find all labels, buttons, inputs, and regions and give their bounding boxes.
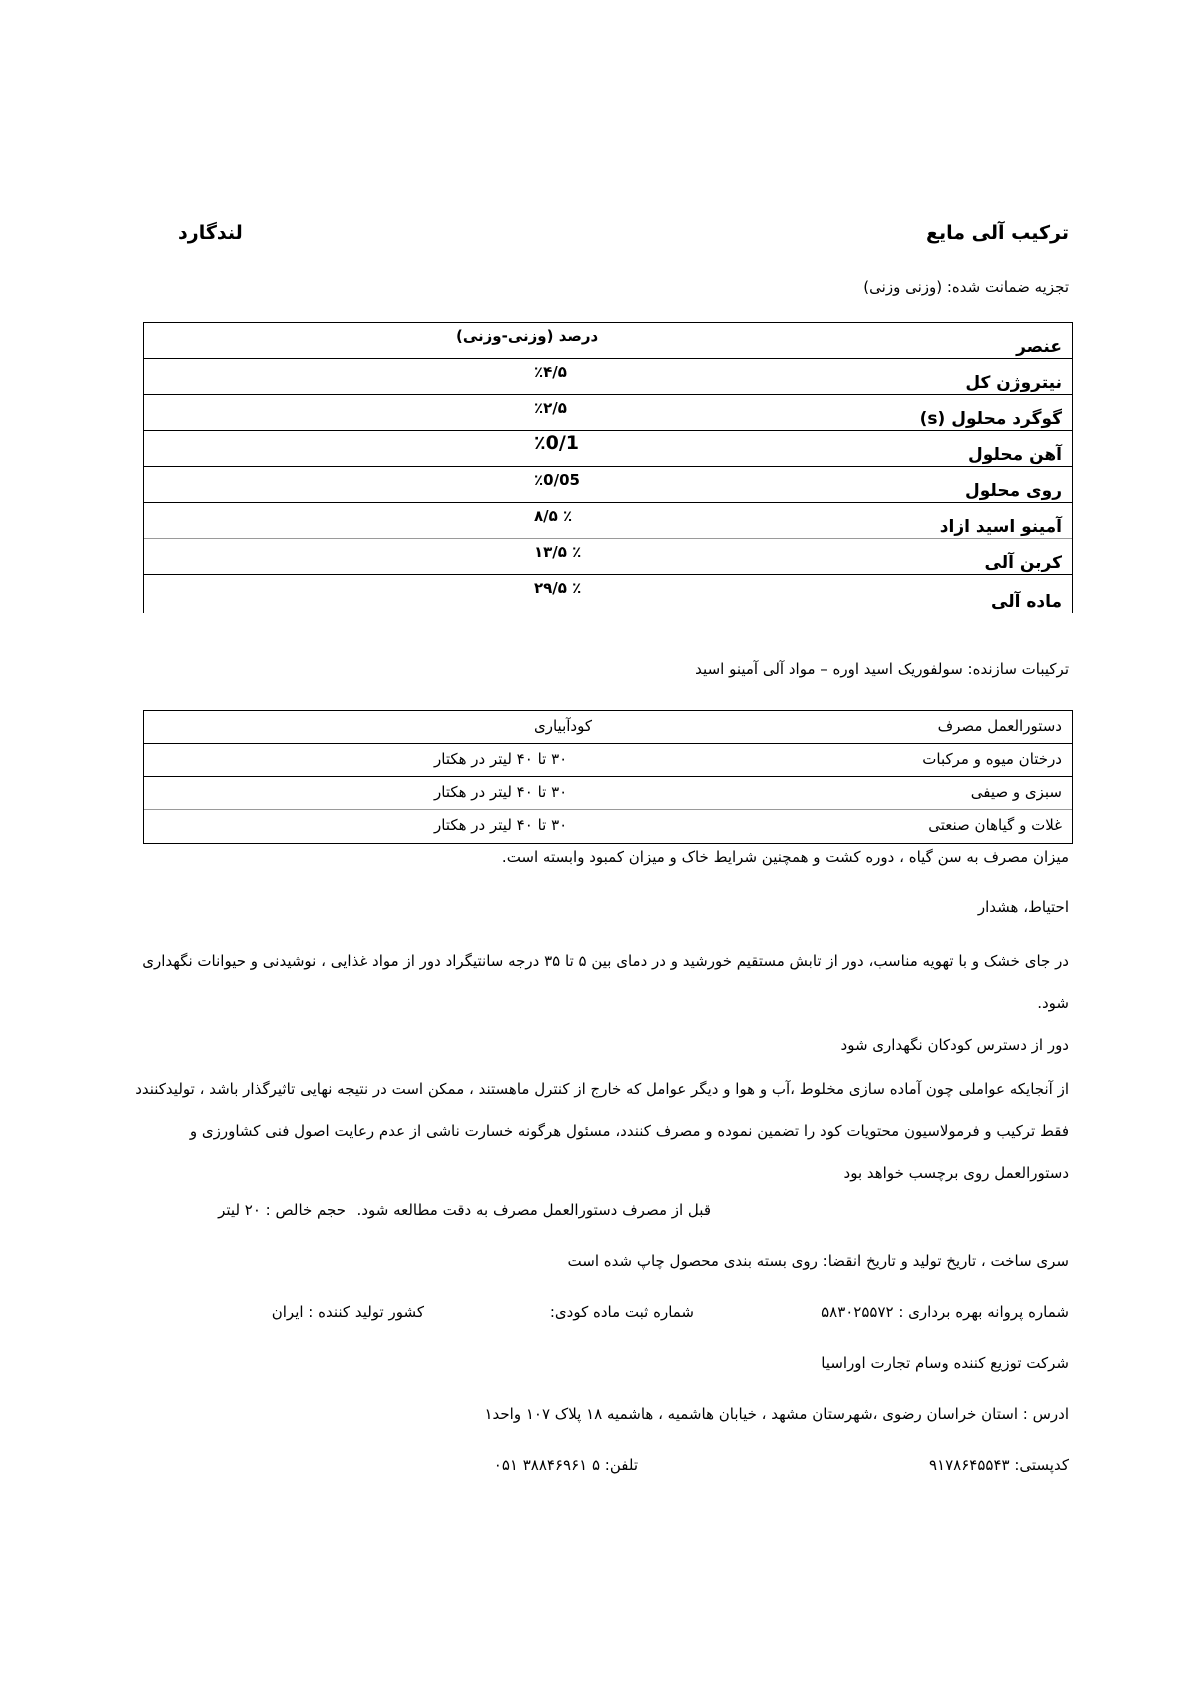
country-of-origin: کشور تولید کننده : ایران	[271, 1303, 424, 1321]
table-row	[144, 395, 1072, 431]
table-row	[144, 539, 1072, 575]
dose-value: ۳۰ تا ۴۰ لیتر در هکتار	[434, 816, 568, 834]
header-instructions: دستورالعمل مصرف	[937, 717, 1062, 735]
element-label: آمینو اسید ازاد	[939, 517, 1062, 537]
read-before-use: قبل از مصرف دستورالعمل مصرف به دقت مطالعه شود.	[356, 1201, 711, 1219]
element-value: ٪0/05	[534, 471, 580, 489]
analysis-subtitle: تجزیه ضمانت شده: (وزنی وزنی)	[863, 278, 1069, 296]
element-value: ٪۴/۵	[534, 363, 567, 381]
table-row	[144, 777, 1072, 810]
element-value: ٪0/1	[534, 432, 579, 454]
crop-label: غلات و گیاهان صنعتی	[928, 816, 1062, 834]
usage-note: میزان مصرف به سن گیاه ، دوره کشت و همچنین شرایط خاک و میزان کمبود وابسته است.	[501, 848, 1069, 866]
net-volume: حجم خالص : ۲۰ لیتر	[218, 1201, 346, 1219]
table-row	[144, 431, 1072, 467]
phone-number: تلفن: ۵ ۳۸۸۴۶۹۶۱ ۰۵۱	[493, 1456, 638, 1474]
header-method: کودآبیاری	[534, 717, 592, 735]
brand-name: لندگارد	[178, 222, 243, 244]
storage-paragraph: در جای خشک و با تهویه مناسب، دور از تابش مستقیم خورشید و در دمای بین ۵ تا ۳۵ درجه سانتیگراد دور از مواد غذایی ، نوشیدنی و حیوانات نگهداری شود.	[142, 952, 1069, 1012]
crop-label: سبزی و صیفی	[970, 783, 1062, 801]
table-row	[144, 575, 1072, 613]
usage-table	[143, 710, 1073, 844]
element-label: کربن آلی	[984, 553, 1062, 573]
element-value: ٪ ۸/۵	[534, 507, 573, 525]
registration-number: شماره ثبت ماده کودی:	[549, 1303, 694, 1321]
crop-label: درختان میوه و مرکبات	[922, 750, 1062, 768]
element-label: آهن محلول	[968, 445, 1062, 465]
ingredients-line: ترکیبات سازنده: سولفوریک اسید اوره – مواد آلی آمینو اسید	[695, 660, 1069, 678]
table-row	[144, 744, 1072, 777]
header-percent: درصد (وزنی-وزنی)	[456, 327, 599, 345]
dose-value: ۳۰ تا ۴۰ لیتر در هکتار	[434, 750, 568, 768]
table-row	[144, 467, 1072, 503]
element-label: روی محلول	[965, 481, 1062, 501]
address: ادرس : استان خراسان رضوی ،شهرستان مشهد ، خیابان هاشمیه ، هاشمیه ۱۸ پلاک ۱۰۷ واحد۱	[484, 1405, 1069, 1423]
element-label: نیتروژن کل	[965, 373, 1062, 393]
element-label: گوگرد محلول (s)	[919, 409, 1062, 429]
analysis-table	[143, 322, 1073, 613]
table-header-row	[144, 323, 1072, 359]
table-header-row	[144, 711, 1072, 744]
table-row	[144, 359, 1072, 395]
element-value: ٪ ۲۹/۵	[534, 579, 582, 597]
element-value: ٪۲/۵	[534, 399, 567, 417]
license-number: شماره پروانه بهره برداری : ۵۸۳۰۲۵۵۷۲	[821, 1303, 1069, 1321]
element-value: ٪ ۱۳/۵	[534, 543, 582, 561]
batch-info: سری ساخت ، تاریخ تولید و تاریخ انقضا: روی بسته بندی محصول چاپ شده است	[567, 1252, 1069, 1270]
distributor: شرکت توزیع کننده وسام تجارت اوراسیا	[821, 1354, 1069, 1372]
header-element: عنصر	[1016, 337, 1062, 357]
children-warning: دور از دسترس کودکان نگهداری شود	[840, 1036, 1069, 1054]
liability-paragraph: از آنجایکه عواملی چون آماده سازی مخلوط ،آب و هوا و دیگر عوامل که خارج از کنترل ماهستند ، ممکن است در نتیجه نهایی تاثیرگذار باشد ، تولیدکنندد فقط ترکیب و فرمولاسیون محتویات کود را تضمین نموده و مصرف کنندد، مسئول هرگونه خسارت ناشی از عدم رعایت اصول فنی کشاورزی و دستورالعمل روی برچسب خواهد بود	[135, 1080, 1069, 1182]
postal-code: کدپستی: ۹۱۷۸۶۴۵۵۴۳	[929, 1456, 1069, 1474]
table-row	[144, 810, 1072, 843]
element-label: ماده آلی	[991, 592, 1062, 612]
warnings-heading: احتیاط، هشدار	[977, 898, 1069, 916]
product-title: ترکیب آلی مایع	[926, 222, 1069, 244]
table-row	[144, 503, 1072, 539]
dose-value: ۳۰ تا ۴۰ لیتر در هکتار	[434, 783, 568, 801]
